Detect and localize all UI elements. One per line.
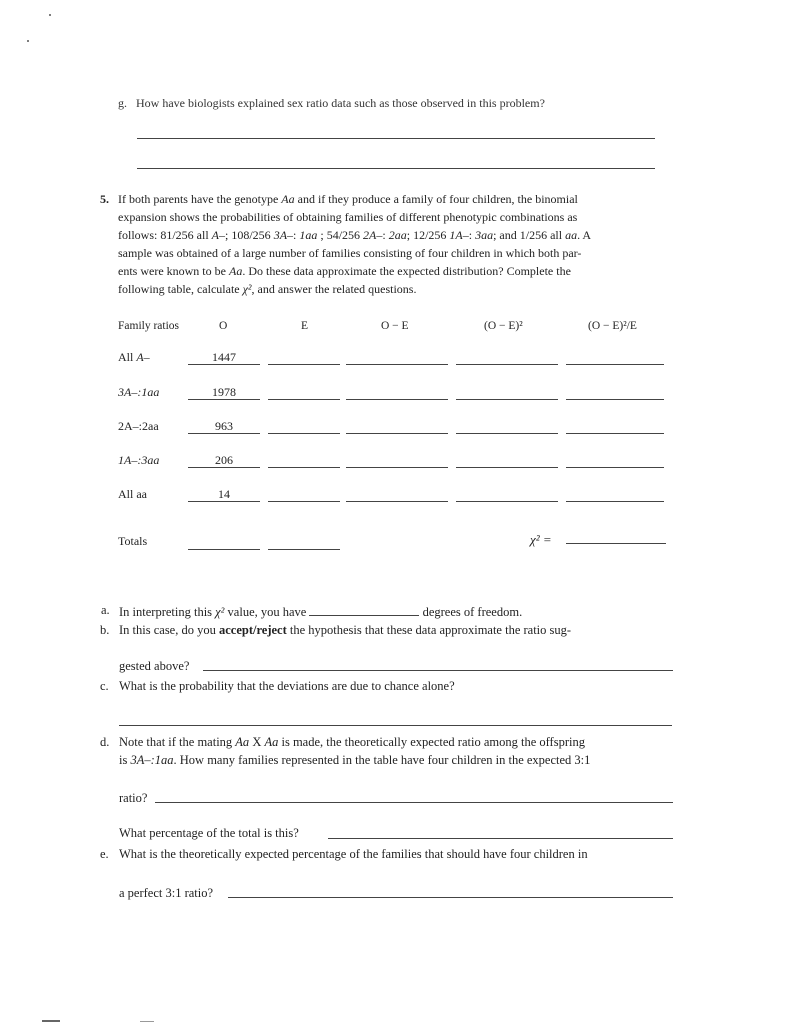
chi-square-label: χ² = bbox=[530, 532, 552, 547]
expected-input[interactable] bbox=[268, 467, 340, 468]
question-5-line-3: follows: 81/256 all A–; 108/256 3A–: 1aa ; 54/256 2A–: 2aa; 12/256 1A–: 3aa; and 1/256 all aa. A bbox=[118, 228, 592, 242]
header-o-minus-e: O − E bbox=[381, 320, 409, 332]
question-b-letter: b. bbox=[100, 623, 110, 637]
expected-input[interactable] bbox=[268, 364, 340, 365]
scan-mark bbox=[140, 1021, 154, 1022]
header-family-ratios: Family ratios bbox=[118, 320, 180, 332]
o-minus-e-input[interactable] bbox=[346, 433, 448, 434]
o-minus-e-input[interactable] bbox=[346, 501, 448, 502]
total-observed-input[interactable] bbox=[188, 549, 260, 550]
question-5-line-2: expansion shows the probabilities of obtaining families of different phenotypic combinations as bbox=[118, 210, 578, 224]
o-minus-e-squared-input[interactable] bbox=[456, 364, 558, 365]
question-c-answer-input[interactable] bbox=[119, 725, 672, 726]
observed-value: 14 bbox=[218, 487, 230, 501]
question-g-text: How have biologists explained sex ratio data such as those observed in this problem? bbox=[136, 96, 545, 110]
observed-value: 206 bbox=[215, 453, 233, 467]
answer-line-g-2[interactable] bbox=[137, 168, 655, 169]
question-5-number: 5. bbox=[100, 192, 109, 206]
row-label-all-recessive: All aa bbox=[118, 487, 147, 501]
row-label-2-to-2: 2A–:2aa bbox=[118, 419, 159, 433]
observed-value: 963 bbox=[215, 419, 233, 433]
question-e-letter: e. bbox=[100, 847, 109, 861]
question-d-ratio-input[interactable] bbox=[155, 802, 673, 803]
degrees-of-freedom-input[interactable] bbox=[309, 603, 419, 616]
o-minus-e-squared-input[interactable] bbox=[456, 467, 558, 468]
question-b-answer-input[interactable] bbox=[203, 670, 673, 671]
question-e-answer-input[interactable] bbox=[228, 897, 673, 898]
scan-speck bbox=[49, 14, 51, 16]
scan-mark bbox=[42, 1020, 60, 1022]
observed-line bbox=[188, 364, 260, 365]
question-5-line-4: sample was obtained of a large number of families consisting of four children in which both par- bbox=[118, 246, 582, 260]
chi-term-input[interactable] bbox=[566, 399, 664, 400]
question-b-line-2: gested above? bbox=[119, 659, 190, 673]
observed-line bbox=[188, 501, 260, 502]
question-e-line-2: a perfect 3:1 ratio? bbox=[119, 886, 214, 900]
chi-term-input[interactable] bbox=[566, 433, 664, 434]
chi-square-total-input[interactable] bbox=[566, 543, 666, 544]
expected-input[interactable] bbox=[268, 501, 340, 502]
header-observed: O bbox=[219, 320, 228, 332]
question-5-line-1: If both parents have the genotype Aa and if they produce a family of four children, the binomial bbox=[118, 192, 578, 206]
question-d-line-3: ratio? bbox=[119, 791, 148, 805]
question-a-letter: a. bbox=[101, 603, 110, 617]
question-d-percentage-input[interactable] bbox=[328, 838, 673, 839]
totals-label: Totals bbox=[118, 534, 148, 548]
chi-term-input[interactable] bbox=[566, 364, 664, 365]
header-expected: E bbox=[301, 320, 309, 332]
question-d-line-4: What percentage of the total is this? bbox=[119, 826, 299, 840]
question-e-text: What is the theoretically expected percentage of the families that should have four children in bbox=[119, 847, 588, 861]
o-minus-e-input[interactable] bbox=[346, 399, 448, 400]
observed-value: 1978 bbox=[212, 385, 236, 399]
question-d-line-2: is 3A–:1aa. How many families represented in the table have four children in the expected 3:1 bbox=[119, 753, 591, 767]
observed-value: 1447 bbox=[212, 350, 236, 364]
row-label-all-dominant: All A– bbox=[118, 350, 150, 364]
o-minus-e-squared-input[interactable] bbox=[456, 399, 558, 400]
question-g-letter: g. bbox=[118, 96, 127, 110]
header-o-minus-e-squared: (O − E)² bbox=[484, 320, 523, 332]
question-5-line-6: following table, calculate χ², and answer the related questions. bbox=[118, 282, 417, 296]
observed-line bbox=[188, 399, 260, 400]
question-d-text: Note that if the mating Aa X Aa is made, the theoretically expected ratio among the offspring bbox=[119, 735, 585, 749]
observed-line bbox=[188, 433, 260, 434]
header-chi-term: (O − E)²/E bbox=[588, 320, 637, 332]
answer-line-g-1[interactable] bbox=[137, 138, 655, 139]
observed-line bbox=[188, 467, 260, 468]
scan-speck bbox=[27, 40, 29, 42]
question-a-text: In interpreting this χ² value, you have degrees of freedom. bbox=[119, 605, 523, 619]
question-d-letter: d. bbox=[100, 735, 110, 749]
o-minus-e-input[interactable] bbox=[346, 467, 448, 468]
question-5-line-5: ents were known to be Aa. Do these data approximate the expected distribution? Complete the bbox=[118, 264, 571, 278]
chi-term-input[interactable] bbox=[566, 501, 664, 502]
total-expected-input[interactable] bbox=[268, 549, 340, 550]
row-label-3-to-1: 3A–:1aa bbox=[118, 385, 160, 399]
o-minus-e-squared-input[interactable] bbox=[456, 501, 558, 502]
row-label-1-to-3: 1A–:3aa bbox=[118, 453, 160, 467]
question-5-text bbox=[118, 190, 668, 298]
expected-input[interactable] bbox=[268, 433, 340, 434]
question-c-text: What is the probability that the deviations are due to chance alone? bbox=[119, 679, 455, 693]
expected-input[interactable] bbox=[268, 399, 340, 400]
o-minus-e-squared-input[interactable] bbox=[456, 433, 558, 434]
chi-term-input[interactable] bbox=[566, 467, 664, 468]
o-minus-e-input[interactable] bbox=[346, 364, 448, 365]
question-g bbox=[118, 96, 545, 111]
question-c-letter: c. bbox=[100, 679, 109, 693]
question-b-text: In this case, do you accept/reject the hypothesis that these data approximate the ratio sug- bbox=[119, 623, 572, 637]
